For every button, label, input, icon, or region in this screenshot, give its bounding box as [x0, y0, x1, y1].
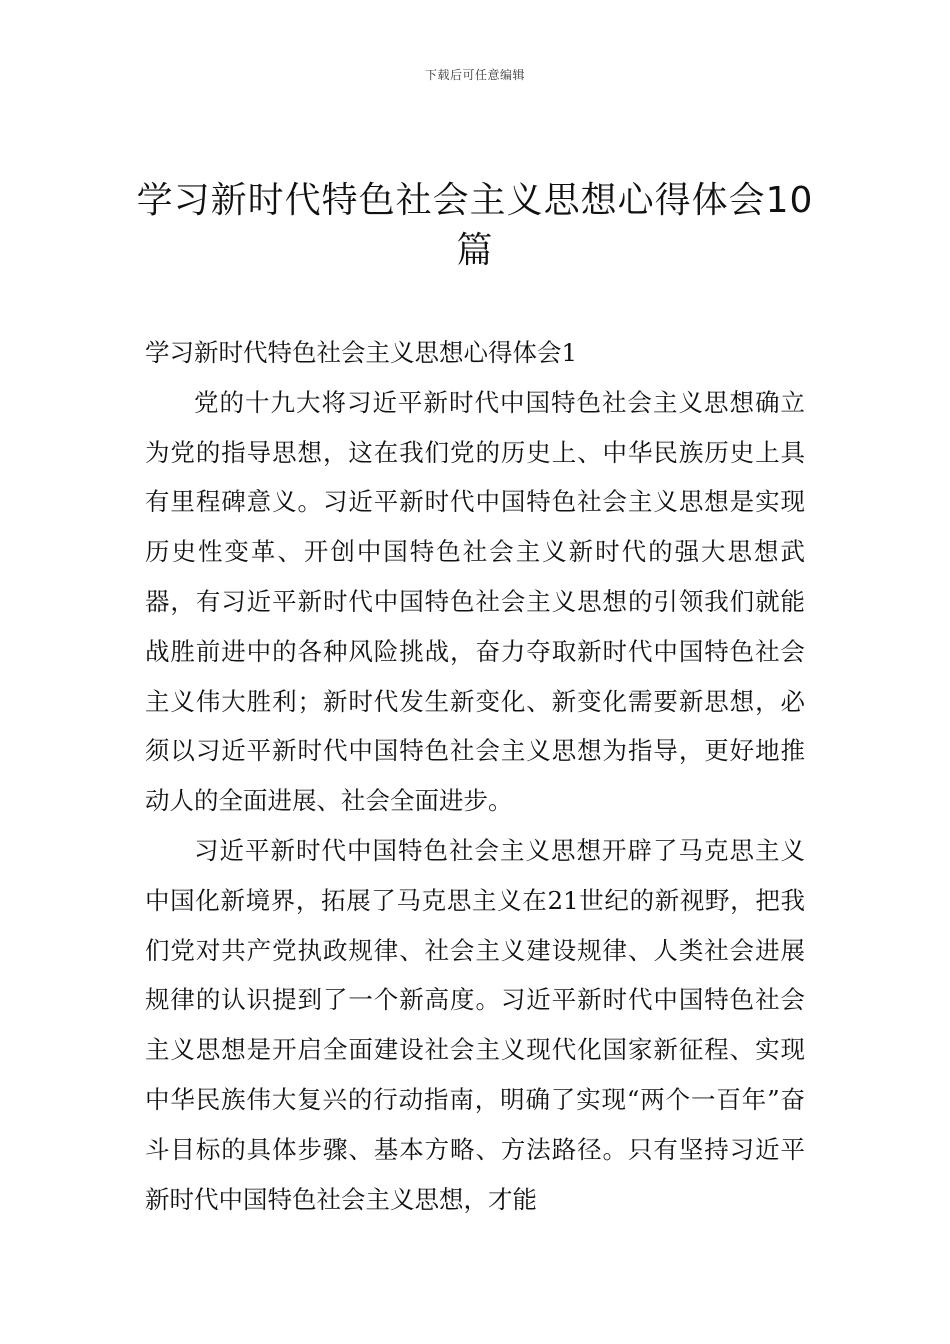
paragraph-1: 党的十九大将习近平新时代中国特色社会主义思想确立为党的指导思想，这在我们党的历史上、中华民族历史上具有里程碑意义。习近平新时代中国特色社会主义思想是实现历史性变革、开创中国特色社会主义新时代的强大思想武器，有习近平新时代中国特色社会主义思想的引领我们就能战胜前进中的各种风险挑战，奋力夺取新时代中国特色社会主义伟大胜利；新时代发生新变化、新变化需要新思想，必须以习近平新时代中国特色社会主义思想为指导，更好地推动人的全面进展、社会全面进步。: [145, 387, 805, 816]
header-note: 下载后可任意编辑: [424, 68, 525, 82]
document-title: 学习新时代特色社会主义思想心得体会10篇: [136, 180, 814, 271]
document-body: [145, 328, 805, 1224]
section-heading: 学习新时代特色社会主义思想心得体会1: [145, 338, 578, 367]
paragraph-2: 习近平新时代中国特色社会主义思想开辟了马克思主义中国化新境界，拓展了马克思主义在21世纪的新视野，把我们党对共产党执政规律、社会主义建设规律、人类社会进展规律的认识提到了一个新高度。习近平新时代中国特色社会主义思想是开启全面建设社会主义现代化国家新征程、实现中华民族伟大复兴的行动指南，明确了实现“两个一百年”奋斗目标的具体步骤、基本方略、方法路径。只有坚持习近平新时代中国特色社会主义思想，才能: [145, 835, 805, 1214]
